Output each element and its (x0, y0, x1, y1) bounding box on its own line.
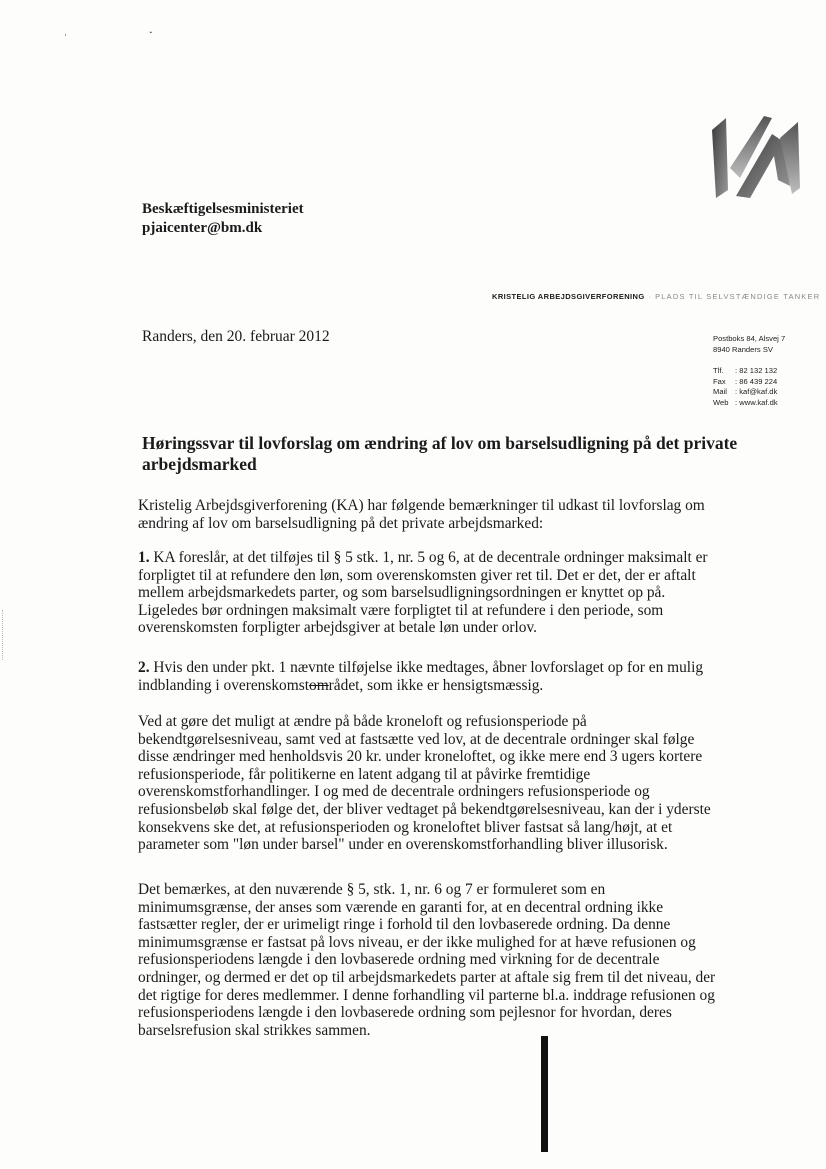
contact-value: : 82 132 132 (735, 366, 778, 375)
contact-value: : kaf@kaf.dk (735, 387, 778, 396)
recipient-block (142, 200, 304, 238)
text-line: overenskomstforhandlinger. I og med de decentrale ordningers refusionsperiode og (138, 783, 650, 801)
text-line: refusionsperiode, får politikerne en latent adgang til at påvirke fremtidige (138, 765, 591, 783)
org-motto: PLADS TIL SELVSTÆNDIGE TANKER (655, 292, 821, 301)
recipient-email: pjaicenter@bm.dk (142, 220, 263, 236)
margin-change-bar (541, 1036, 548, 1152)
text-line: Ved at gøre det muligt at ændre på både kroneloft og refusionsperiode på (138, 713, 587, 730)
point-1-paragraph (138, 549, 778, 637)
text-line: Kristelig Arbejdsgiverforening (KA) har følgende bemærkninger til udkast til lovforslag om (138, 497, 705, 514)
recipient-name: Beskæftigelsesministeriet (142, 201, 304, 217)
point-number: 2. (138, 659, 150, 676)
point-number: 1. (138, 549, 150, 566)
text-line: refusionsperiodens længde i den lovbaserede ordning med virkning for de decentrale (138, 951, 660, 969)
text-line: minimumsgrænse, der anses som værende en garanti for, at en decentral ordning ikke (138, 898, 664, 916)
text-span: rådet, som ikke er hensigtsmæssig. (328, 676, 544, 694)
contact-mail (713, 387, 785, 398)
address-line-2: 8940 Randers SV (713, 344, 773, 354)
struck-text: om (309, 676, 329, 694)
text-line: barselsrefusion skal strikkes sammen. (138, 1021, 371, 1039)
contact-value: : 86 439 224 (735, 376, 778, 386)
text-line: minimumsgrænse er fastsat på lovs niveau, er der ikke mulighed for at hæve refusionen og (138, 933, 696, 951)
text-line: konsekvens ske det, at refusionsperioden og kroneloftet bliver fastsat så lang/højt, at et (138, 818, 673, 836)
text-line: disse ændringer med henholdsvis 20 kr. under kroneloftet, og ikke mere end 3 ugers kortere (138, 748, 703, 766)
paragraph-4 (138, 881, 778, 1039)
scan-specks: · ˇ (64, 30, 193, 40)
contact-label: Tlf. (713, 366, 724, 375)
contact-label: Fax (713, 376, 726, 386)
text-line: mellem arbejdsmarkedets parter, og som barselsudligningsordningen er knyttet op på. (138, 584, 666, 602)
org-name: KRISTELIG ARBEJDSGIVERFORENING (492, 292, 645, 301)
contact-fax (713, 377, 785, 388)
point-2-paragraph (138, 659, 778, 694)
letterhead-tagline (492, 292, 820, 301)
paragraph-3 (138, 713, 778, 854)
contact-block (713, 334, 785, 408)
contact-label: Web (713, 397, 729, 407)
contact-phone (713, 366, 785, 377)
text-line: overenskomsten forpligter arbejdsgiver at betale løn under orlov. (138, 619, 538, 637)
text-line: Det bemærkes, at den nuværende § 5, stk. 1, nr. 6 og 7 er formuleret som en (138, 881, 606, 898)
text-line: fastsætter regler, der er urimeligt ringe i forhold til den lovbaserede ordning. Da denne (138, 916, 671, 934)
address-line-1: Postboks 84, Alsvej 7 (713, 334, 786, 343)
text-line (138, 659, 778, 677)
text-line: ordninger, og dermed er det op til arbejdsmarkedets parter at aftale sig frem til det niveau, der (138, 968, 716, 986)
text-line: Ligeledes bør ordningen maksimalt være forpligtet til at refundere i den periode, som (138, 601, 664, 619)
tagline-separator: · (648, 292, 652, 301)
contact-value: : www.kaf.dk (735, 397, 778, 407)
intro-paragraph (138, 497, 778, 532)
date-line: Randers, den 20. februar 2012 (142, 328, 330, 345)
text-line: refusionsperiodens længde i den lovbaserede ordning som pejlesnor for hvordan, deres (138, 1004, 672, 1022)
contact-web (713, 398, 785, 409)
text-span: Hvis den under pkt. 1 nævnte tilføjelse ikke medtages, åbner lovforslaget op for en mulig (149, 659, 704, 676)
ka-logo (706, 108, 802, 202)
text-line: det rigtige for deres medlemmer. I denne forhandling vil parterne bl.a. inddrage refusionen og (138, 986, 715, 1004)
text-line (138, 549, 778, 567)
text-span: indblanding i overenskomst (138, 676, 309, 694)
text-line (138, 677, 778, 695)
contact-label: Mail (713, 387, 727, 396)
text-line: bekendtgørelsesniveau, samt ved at fastsætte ved lov, at de decentrale ordninger skal følge (138, 730, 695, 748)
text-span: KA foreslår, at det tilføjes til § 5 stk. 1, nr. 5 og 6, at de decentrale ordninger maksimalt er (149, 549, 708, 566)
text-line: refusionsbeløb skal følge det, der bliver vedtaget på bekendtgørelsesniveau, kan der i yderste (138, 800, 711, 818)
text-line: forpligtet til at refundere den løn, som overenskomsten giver ret til. Det er det, der er aftalt (138, 566, 696, 584)
letter-heading: Høringssvar til lovforslag om ændring af lov om barselsudligning på det private arbejdsmarked (142, 433, 738, 474)
scan-edge-mark (2, 610, 5, 660)
text-line: ændring af lov om barselsudligning på det private arbejdsmarked: (138, 514, 544, 532)
text-line: parameter som "løn under barsel" under en overenskomstforhandling bliver illusorisk. (138, 836, 668, 854)
